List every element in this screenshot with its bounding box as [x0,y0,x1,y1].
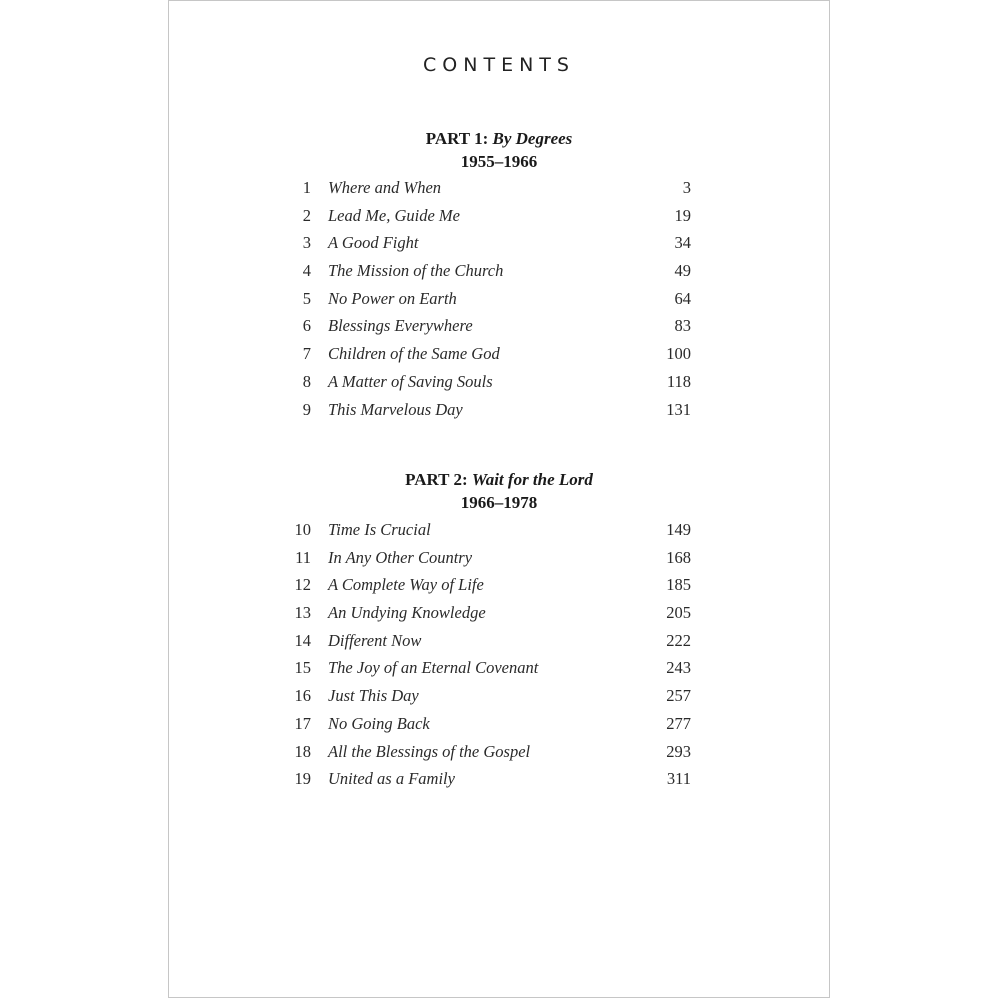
chapter-entry[interactable] [169,658,829,686]
chapter-entry[interactable] [169,206,829,234]
chapter-number: 4 [302,261,311,281]
chapter-page: 205 [666,603,691,623]
part-label: PART 1: [425,129,489,148]
part-1-chapter-list [169,178,829,427]
chapter-entry[interactable] [169,548,829,576]
chapter-page: 100 [666,344,691,364]
chapter-number: 7 [302,344,311,364]
chapter-entry[interactable] [169,400,829,428]
chapter-page: 34 [674,233,691,253]
chapter-number: 14 [294,630,311,650]
chapter-entry[interactable] [169,289,829,317]
chapter-number: 5 [302,288,311,308]
part-2-chapter-list [169,520,829,797]
part-years: 1955–1966 [460,152,538,171]
chapter-number: 1 [302,178,311,197]
chapter-title: A Good Fight [328,233,419,253]
chapter-number: 2 [302,205,311,225]
chapter-entry[interactable] [169,631,829,659]
part-heading [169,127,829,150]
contents-title: CONTENTS [423,54,575,76]
chapter-number: 19 [294,769,311,789]
chapter-page: 257 [666,686,691,706]
chapter-number: 9 [302,399,311,419]
chapter-title: A Complete Way of Life [328,575,484,595]
chapter-number: 3 [302,233,311,253]
chapter-page: 118 [666,371,691,391]
chapter-title: The Joy of an Eternal Covenant [328,658,539,678]
chapter-title: This Marvelous Day [328,399,463,419]
chapter-title: All the Blessings of the Gospel [328,741,531,761]
chapter-number: 12 [294,575,311,595]
chapter-number: 16 [294,686,311,706]
chapter-page: 311 [666,769,691,789]
chapter-number: 15 [294,658,311,678]
chapter-page: 83 [674,316,691,336]
chapter-page: 168 [666,547,691,567]
chapter-title: United as a Family [328,769,455,789]
chapter-title: In Any Other Country [328,547,473,567]
chapter-page: 277 [666,713,691,733]
chapter-entry[interactable] [169,316,829,344]
chapter-entry[interactable] [169,714,829,742]
chapter-title: Lead Me, Guide Me [328,205,460,225]
chapter-page: 3 [682,178,691,197]
chapter-number: 8 [302,371,311,391]
chapter-number: 6 [302,316,311,336]
chapter-entry[interactable] [169,520,829,548]
chapter-title: Blessings Everywhere [328,316,473,336]
chapter-entry[interactable] [169,742,829,770]
chapter-entry[interactable] [169,178,829,206]
chapter-number: 13 [294,603,311,623]
chapter-entry[interactable] [169,769,829,797]
chapter-title: Children of the Same God [328,344,500,364]
chapter-title: Where and When [328,178,442,197]
chapter-title: The Mission of the Church [328,261,504,281]
chapter-page: 185 [666,575,691,595]
chapter-title: No Going Back [328,713,430,733]
part-label: PART 2: [405,470,468,489]
chapter-page: 49 [674,261,691,281]
part-years: 1966–1978 [460,493,538,512]
chapter-number: 17 [294,713,311,733]
part-subtitle: Wait for the Lord [471,470,593,489]
chapter-page: 64 [674,288,691,308]
chapter-title: An Undying Knowledge [328,603,486,623]
chapter-title: Just This Day [328,686,419,706]
chapter-entry[interactable] [169,344,829,372]
chapter-entry[interactable] [169,233,829,261]
chapter-number: 11 [295,547,311,567]
chapter-page: 149 [666,520,691,539]
chapter-page: 19 [674,205,691,225]
chapter-entry[interactable] [169,686,829,714]
chapter-entry[interactable] [169,575,829,603]
part-subtitle: By Degrees [492,129,573,148]
chapter-entry[interactable] [169,603,829,631]
book-page [168,0,830,998]
part-1-header [169,127,829,173]
chapter-entry[interactable] [169,372,829,400]
chapter-entry[interactable] [169,261,829,289]
chapter-page: 222 [666,630,691,650]
chapter-title: Time Is Crucial [328,520,431,539]
part-2-header [169,468,829,514]
chapter-title: Different Now [328,630,422,650]
chapter-page: 243 [666,658,691,678]
chapter-number: 18 [294,741,311,761]
chapter-title: No Power on Earth [328,288,457,308]
part-heading [169,468,829,491]
chapter-title: A Matter of Saving Souls [328,371,493,391]
chapter-page: 131 [666,399,691,419]
chapter-number: 10 [294,520,311,539]
chapter-page: 293 [666,741,691,761]
